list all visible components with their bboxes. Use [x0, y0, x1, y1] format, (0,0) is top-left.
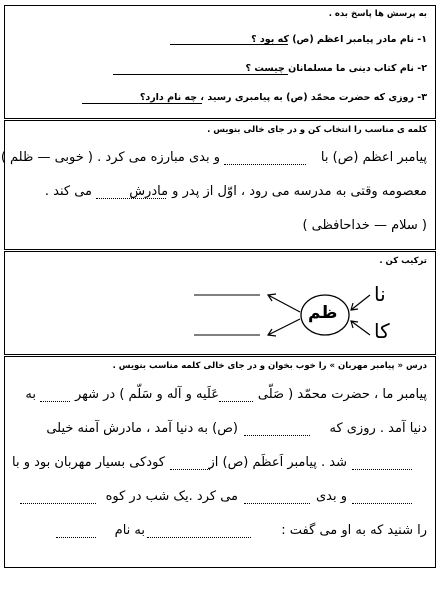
arrow-left-up: [268, 295, 300, 312]
center-letters: ظم: [308, 303, 338, 323]
fill-line-1-end: و بدی مبارزه می کرد . ( خوبی — ظلم ): [0, 150, 220, 165]
blank-l4a[interactable]: [352, 503, 412, 504]
blank-2[interactable]: [96, 198, 166, 199]
lesson-line-3-start: شد . پیامبر اَعظَم (ص) از: [208, 455, 347, 470]
lesson-line-1-mid: عَلَیه و آله و سَلّم ) در شهر: [74, 387, 219, 402]
blank-l5b[interactable]: [56, 537, 96, 538]
fill-line-2-start: معصومه وقتی به مدرسه می رود ، اوّل از پدر و مادرش: [129, 184, 427, 199]
lesson-line-4-start: و بدی: [315, 489, 347, 504]
lesson-line-5-end: به نام: [114, 523, 145, 538]
blank-l1b[interactable]: [40, 401, 70, 402]
left-bottom-letters: کا: [374, 319, 390, 343]
blank-1[interactable]: [224, 164, 306, 165]
lesson-line-4-end: می کرد .یک شب در کوه: [105, 489, 238, 504]
section-header: ترکیب کن .: [379, 256, 427, 266]
answer-line-3[interactable]: [82, 103, 202, 104]
lesson-line-3-end: کودکی بسیار مهربان بود و با: [12, 455, 165, 470]
answer-line-1[interactable]: [170, 44, 288, 45]
section-header: به پرسش ها پاسخ بده .: [328, 9, 427, 19]
blank-l3b[interactable]: [170, 469, 210, 470]
arrow-in-top: [351, 295, 370, 310]
lesson-line-2-start: دنیا آمد . روزی که: [329, 421, 427, 436]
section-header: کلمه ی مناسب را انتخاب کن و در جای خالی بنویس .: [207, 125, 427, 135]
answer-line-2[interactable]: [113, 74, 288, 75]
blank-l1a[interactable]: [219, 401, 253, 402]
word-choices: ( سلام — خداحافظی ): [302, 218, 427, 233]
question-2: ۲- نام کتاب دینی ما مسلمانان چیست ؟: [245, 63, 427, 74]
blank-l4b[interactable]: [244, 503, 310, 504]
lesson-line-5-start: را شنید که به او می گفت :: [281, 523, 427, 538]
blank-l5a[interactable]: [147, 537, 251, 538]
lesson-line-1-start: پیامبر ما ، حضرت محمّد ( صَلّی: [257, 387, 427, 402]
lesson-line-1-end: به: [25, 387, 36, 402]
lesson-line-2-end: (ص) به دنیا آمد ، مادرش آمنه خیلی: [46, 421, 238, 436]
arrow-left-down: [268, 319, 300, 335]
blank-l2[interactable]: [244, 435, 310, 436]
fill-line-1-start: پیامبر اعظم (ص) با: [320, 150, 427, 165]
question-3: ۳- روزی که حضرت محمّد (ص) به پیامبری رسید ، چه نام دارد؟: [139, 92, 427, 103]
fill-line-2-end: می کند .: [44, 184, 92, 199]
blank-l3a[interactable]: [352, 469, 412, 470]
arrow-in-bottom: [351, 321, 370, 335]
section-header: درس « پیامبر مهربان » را خوب بخوان و در جای خالی کلمه مناسب بنویس .: [112, 361, 427, 371]
question-1: ۱- نام مادر پیامبر اعظم (ص) که بود ؟: [251, 34, 427, 45]
blank-l4c[interactable]: [20, 503, 96, 504]
left-top-letters: نا: [374, 282, 386, 306]
